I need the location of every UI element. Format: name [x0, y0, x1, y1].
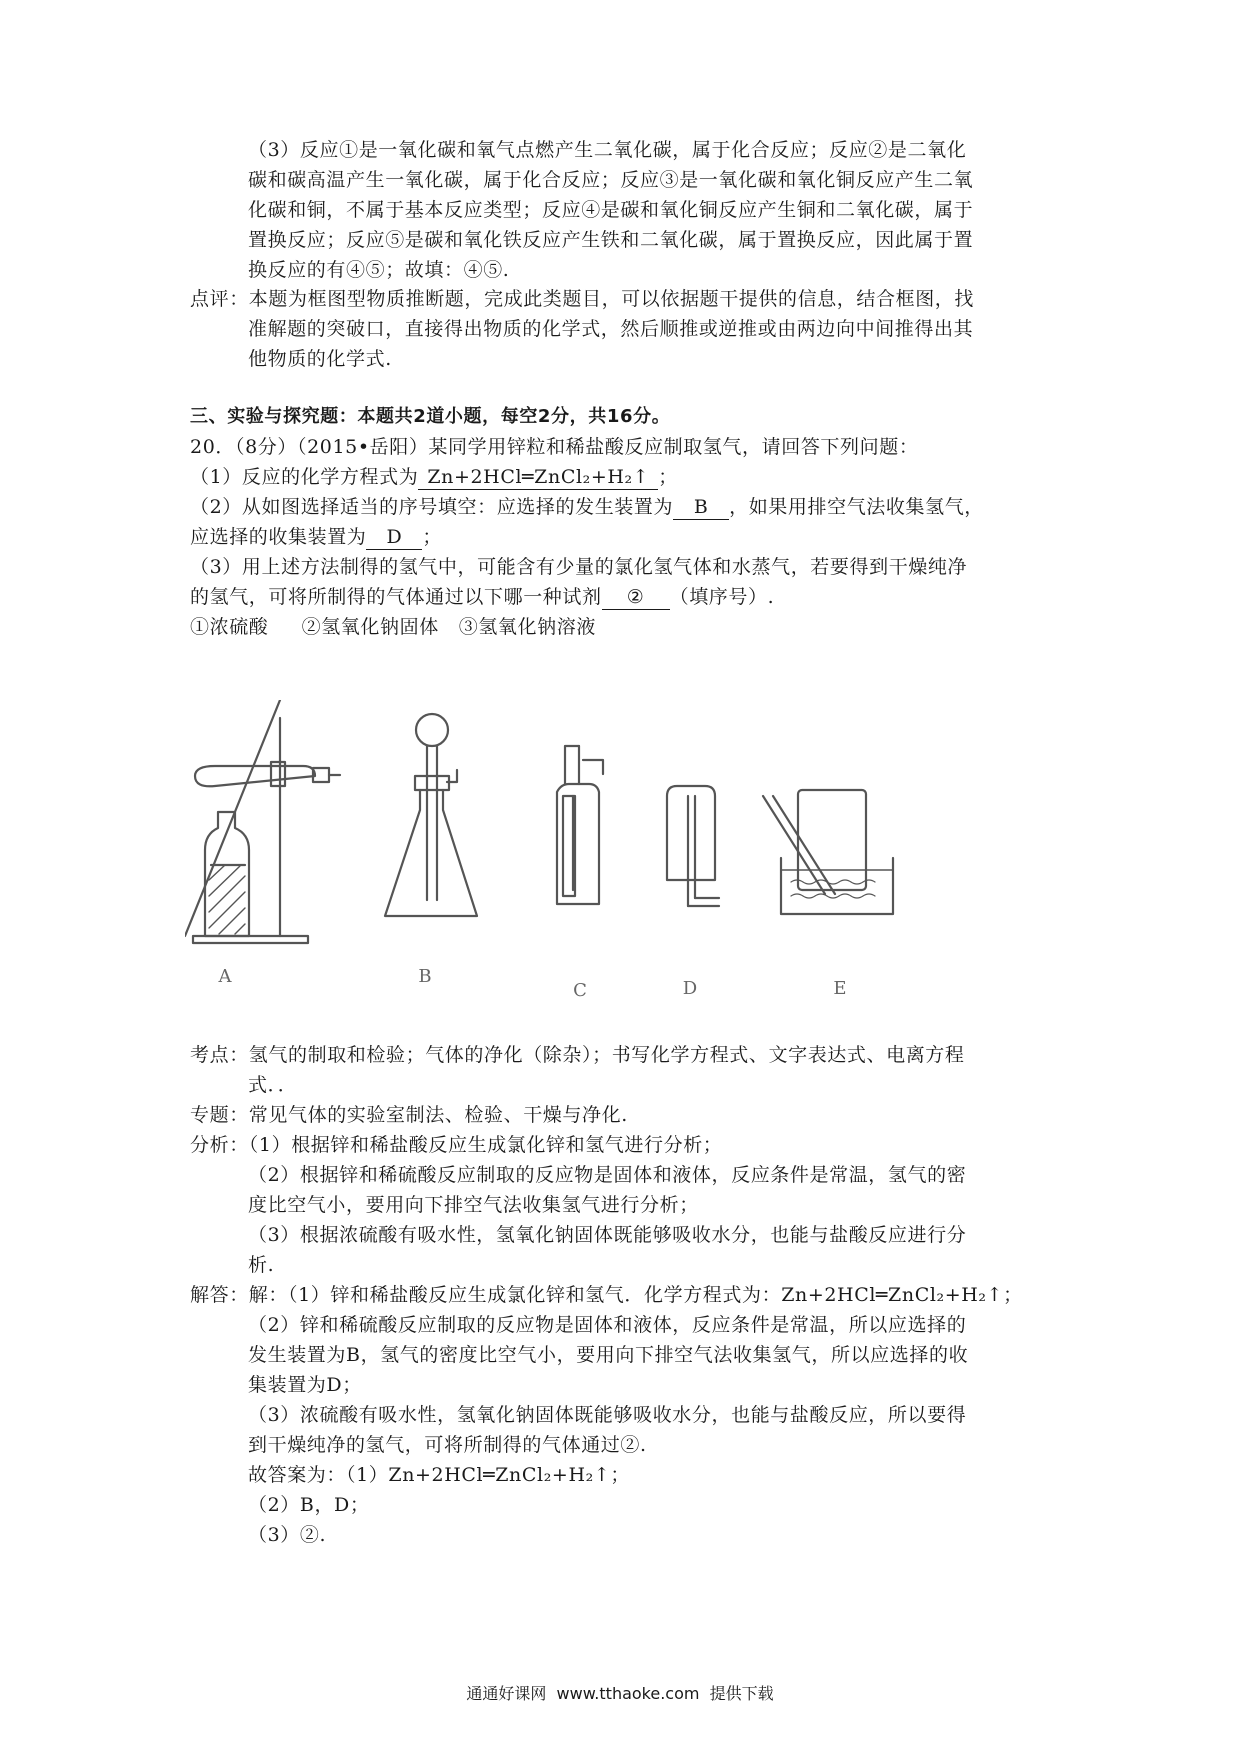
- q19-part3-line-3: 化碳和铜，不属于基本反应类型；反应④是碳和氧化铜反应产生铜和二氧化碳，属于: [248, 199, 974, 221]
- q20-part1-prefix: （1）反应的化学方程式为: [190, 466, 419, 488]
- fenxi-line-3: 度比空气小，要用向下排空气法收集氢气进行分析；: [248, 1194, 699, 1216]
- apparatus-c-drawing: [557, 746, 603, 904]
- solution-line-6: 到干燥纯净的氢气，可将所制得的气体通过②.: [248, 1434, 647, 1456]
- apparatus-label-c: C: [573, 980, 587, 1000]
- zhuanti-line: 专题：常见气体的实验室制法、检验、干燥与净化.: [190, 1104, 628, 1126]
- q19-part3-line-1: （3）反应①是一氧化碳和氧气点燃产生二氧化碳，属于化合反应；反应②是二氧化: [248, 139, 967, 161]
- q19-part3-line-2: 碳和碳高温产生一氧化碳，属于化合反应；反应③是一氧化碳和氧化铜反应产生二氧: [248, 169, 974, 191]
- solution-line-5: （3）浓硫酸有吸水性，氢氧化钠固体既能够吸收水分，也能与盐酸反应，所以要得: [248, 1404, 967, 1426]
- q20-part2: [190, 492, 984, 522]
- q20-options: ①浓硫酸 ②氢氧化钠固体 ③氢氧化钠溶液: [190, 616, 596, 638]
- comment-line-3: 他物质的化学式.: [248, 348, 392, 370]
- fenxi-line-2: （2）根据锌和稀硫酸反应制取的反应物是固体和液体，反应条件是常温，氢气的密: [248, 1164, 967, 1186]
- solution-line-3: 发生装置为B，氢气的密度比空气小，要用向下排空气法收集氢气，所以应选择的收: [248, 1344, 969, 1366]
- q20-part2-line-2: [190, 522, 442, 552]
- page-footer: 通通好课网 www.tthaoke.com 提供下载: [466, 1684, 774, 1703]
- apparatus-d-drawing: [667, 786, 719, 906]
- fenxi-line-4: （3）根据浓硫酸有吸水性，氢氧化钠固体既能够吸收水分，也能与盐酸反应进行分: [248, 1224, 967, 1246]
- q19-part3-line-5: 换反应的有④⑤；故填：④⑤.: [248, 259, 510, 281]
- apparatus-label-a: A: [218, 966, 232, 987]
- q20-part2-answer-2: D: [366, 525, 422, 550]
- apparatus-label-e: E: [833, 978, 847, 999]
- q20-part2-line2-prefix: 应选择的收集装置为: [190, 526, 367, 548]
- q20-part1-answer: Zn+2HCl═ZnCl₂+H₂↑: [418, 465, 658, 490]
- q20-part3-line-1: （3）用上述方法制得的氢气中，可能含有少量的氯化氢气体和水蒸气，若要得到干燥纯净: [190, 556, 968, 578]
- q20-part2-answer-1: B: [673, 495, 729, 520]
- apparatus-a-drawing: [185, 700, 340, 943]
- solution-line-1: 解答：解：（1）锌和稀盐酸反应生成氯化锌和氢气．化学方程式为：Zn+2HCl═ZnCl₂+H₂↑；: [190, 1284, 1023, 1306]
- apparatus-label-d: D: [682, 978, 698, 999]
- fenxi-line-5: 析.: [248, 1254, 275, 1276]
- apparatus-e-drawing: [763, 790, 893, 914]
- comment-line-1: 点评：本题为框图型物质推断题，完成此类题目，可以依据题干提供的信息，结合框图，找: [190, 288, 975, 310]
- solution-line-8: （2）B，D；: [248, 1494, 370, 1516]
- q20-part3-answer: ②: [602, 585, 670, 610]
- q20-part3-prefix: 的氢气，可将所制得的气体通过以下哪一种试剂: [190, 586, 602, 608]
- solution-line-7: 故答案为：（1）Zn+2HCl═ZnCl₂+H₂↑；: [248, 1464, 630, 1486]
- q20-part1-suffix: ；: [658, 466, 678, 488]
- solution-line-4: 集装置为D；: [248, 1374, 362, 1396]
- q20-stem: 20．（8分）（2015•岳阳）某同学用锌粒和稀盐酸反应制取氢气，请回答下列问题：: [190, 436, 919, 458]
- comment-line-2: 准解题的突破口，直接得出物质的化学式，然后顺推或逆推或由两边向中间推得出其: [248, 318, 974, 340]
- apparatus-figure: [185, 700, 1015, 1000]
- q19-part3-line-4: 置换反应；反应⑤是碳和氧化铁反应产生铁和二氧化碳，属于置换反应，因此属于置: [248, 229, 974, 251]
- q20-part2-prefix: （2）从如图选择适当的序号填空：应选择的发生装置为: [190, 496, 674, 518]
- q20-part2-mid: ，如果用排空气法收集氢气，: [729, 496, 984, 518]
- apparatus-label-b: B: [418, 966, 432, 987]
- q20-part3-suffix: （填序号）.: [669, 586, 775, 608]
- kaodian-line-1: 考点：氢气的制取和检验；气体的净化（除杂）；书写化学方程式、文字表达式、电离方程: [190, 1044, 965, 1066]
- apparatus-b-drawing: [385, 714, 477, 916]
- solution-line-9: （3）②.: [248, 1524, 327, 1546]
- solution-line-2: （2）锌和稀硫酸反应制取的反应物是固体和液体，反应条件是常温，所以应选择的: [248, 1314, 967, 1336]
- q20-part3-line-2: [190, 582, 774, 612]
- q20-part2-line2-suffix: ；: [422, 526, 443, 548]
- fenxi-line-1: 分析：（1）根据锌和稀盐酸反应生成氯化锌和氢气进行分析；: [190, 1134, 723, 1156]
- q20-part1: [190, 462, 678, 492]
- section-heading: 三、实验与探究题：本题共2道小题，每空2分，共16分。: [190, 406, 671, 427]
- kaodian-line-2: 式．．: [248, 1074, 298, 1096]
